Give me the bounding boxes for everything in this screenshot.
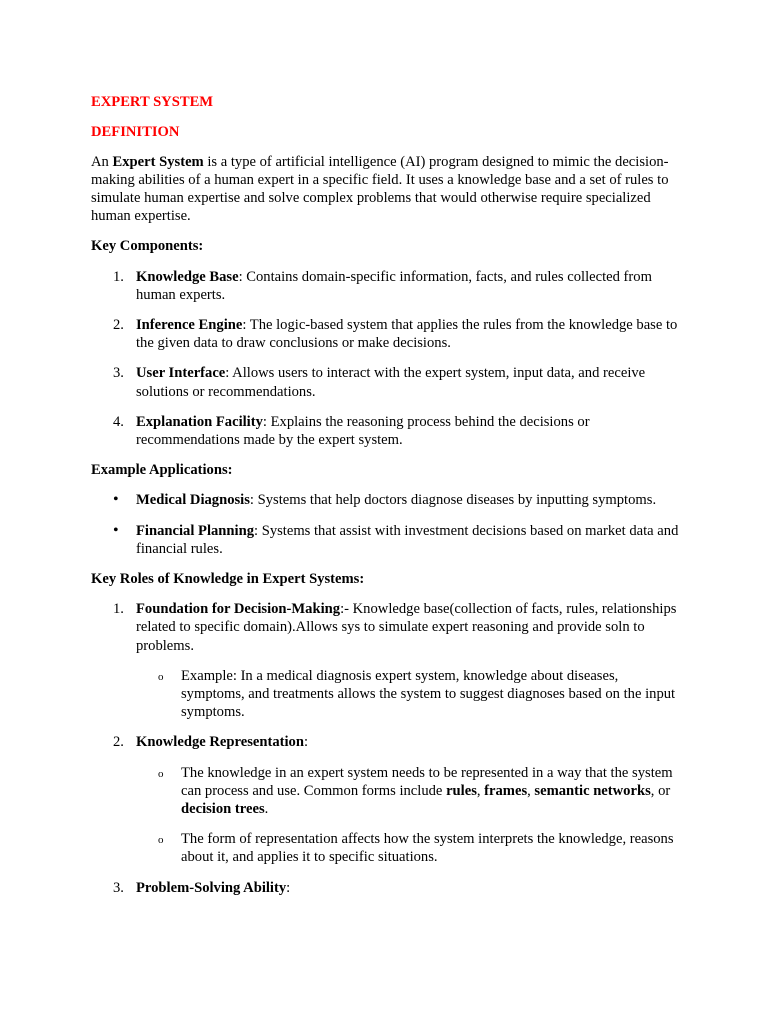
item-term: Knowledge Base (136, 268, 239, 285)
separator: , or (650, 782, 671, 799)
list-number: 2. (113, 317, 124, 334)
sub-list-item (136, 764, 681, 819)
item-term: Explanation Facility (136, 413, 263, 430)
document-content (91, 93, 681, 909)
term-frames: frames (484, 782, 528, 799)
circle-bullet-icon: o (158, 670, 164, 683)
item-term: User Interface (136, 365, 226, 382)
item-term: Knowledge Representation (136, 734, 304, 751)
list-item (91, 491, 681, 509)
sub-item-text: The knowledge in an expert system needs to be represented in a way that the system can process and use. Common forms include (181, 764, 673, 799)
bullet-icon: • (113, 491, 119, 509)
item-term: Financial Planning (136, 522, 254, 539)
separator: , (527, 782, 535, 799)
sub-item-text: Example: In a medical diagnosis expert system, knowledge about diseases, symptoms, and treatments allows the system to suggest diagnoses based on the input symptoms. (181, 667, 676, 721)
list-item (91, 733, 681, 866)
item-text: :- Knowledge base(collection of facts, rules, relationships related to specific domain).Allows sys to simulate expert reasoning and provide soln to problems. (136, 601, 677, 654)
sub-list (136, 667, 681, 722)
item-term: Problem-Solving Ability (136, 879, 287, 896)
list-number: 1. (113, 601, 124, 618)
list-item (91, 268, 681, 304)
list-number: 1. (113, 268, 124, 285)
intro-term: Expert System (112, 153, 204, 170)
key-roles-list (91, 600, 681, 897)
example-applications-list (91, 491, 681, 558)
item-text: : Systems that assist with investment decisions based on market data and financial rules. (136, 522, 679, 557)
list-item (91, 600, 681, 721)
term-semantic-networks: semantic networks (534, 782, 651, 799)
list-item (91, 879, 681, 897)
item-term: Medical Diagnosis (136, 492, 250, 509)
list-item (91, 364, 681, 400)
circle-bullet-icon: o (158, 834, 164, 847)
item-text: : The logic-based system that applies the rules from the knowledge base to the given data to draw conclusions or make decisions. (136, 317, 678, 352)
separator: , (476, 782, 485, 799)
intro-paragraph (91, 153, 681, 226)
item-text: : (303, 734, 309, 751)
bullet-icon: • (113, 521, 119, 539)
sub-list (136, 764, 681, 867)
item-text: : Systems that help doctors diagnose diseases by inputting symptoms. (249, 492, 657, 509)
item-text: : Contains domain-specific information, facts, and rules collected from human experts. (136, 268, 652, 303)
key-roles-heading: Key Roles of Knowledge in Expert Systems: (91, 571, 365, 588)
list-item (91, 522, 681, 558)
list-item (91, 413, 681, 449)
intro-prefix: An (91, 153, 113, 170)
sub-list-item (136, 830, 681, 866)
intro-text: is a type of artificial intelligence (AI) program designed to mimic the decision-making abilities of a human expert in a specific field. It uses a knowledge base and a set of rules to simulate human expertise and solve complex problems that would otherwise require specialized human expertise. (91, 153, 669, 225)
sentence-end: . (264, 801, 269, 818)
key-components-heading: Key Components: (91, 238, 204, 255)
definition-heading: DEFINITION (91, 123, 180, 140)
list-number: 2. (113, 734, 124, 751)
term-decision-trees: decision trees (181, 801, 265, 818)
term-rules: rules (446, 782, 477, 799)
item-text: : Explains the reasoning process behind the decisions or recommendations made by the expert system. (136, 413, 590, 449)
key-components-list (91, 268, 681, 450)
item-term: Inference Engine (136, 317, 243, 334)
document-title: EXPERT SYSTEM (91, 94, 214, 110)
list-number: 3. (113, 365, 124, 382)
item-term: Foundation for Decision-Making (136, 601, 341, 618)
list-number: 3. (113, 879, 124, 896)
item-text: : (286, 879, 291, 896)
example-applications-heading: Example Applications: (91, 462, 233, 479)
sub-item-text: The form of representation affects how the system interprets the knowledge, reasons about it, and applies it to specific situations. (181, 831, 674, 866)
list-item (91, 316, 681, 352)
list-number: 4. (113, 413, 124, 430)
item-text: : Allows users to interact with the expert system, input data, and receive solutions or recommendations. (136, 365, 646, 400)
circle-bullet-icon: o (158, 767, 164, 780)
sub-list-item (136, 667, 681, 722)
